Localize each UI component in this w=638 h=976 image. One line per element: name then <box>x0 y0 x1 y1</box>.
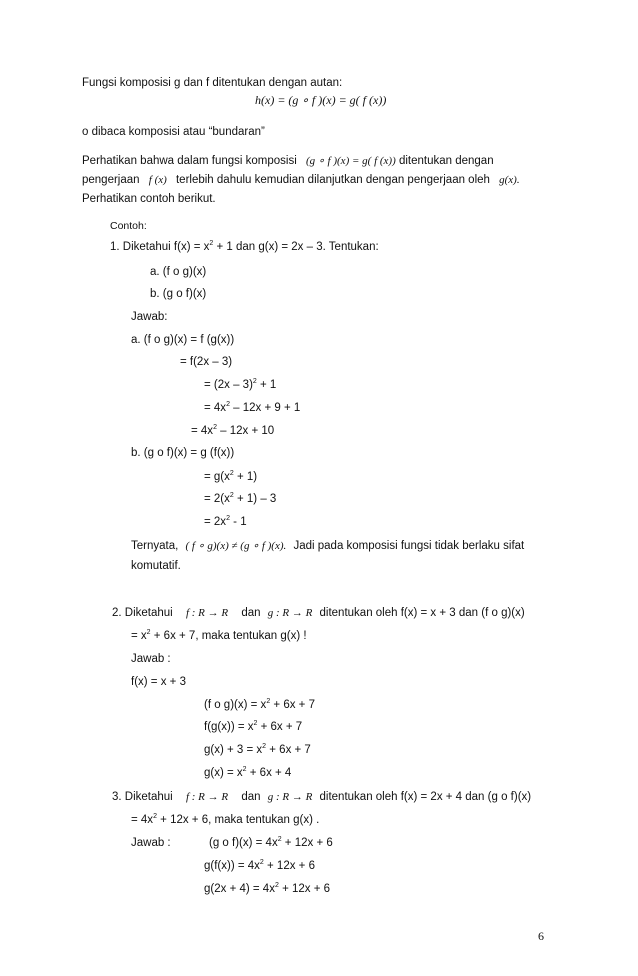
example-2-question-cont: = $x^2 + 6x + 7$, maka tentukan g(x) ! <box>131 629 307 642</box>
example-2-step: $g(x) = x^2 + 6x + 4$ <box>204 766 292 779</box>
paragraph-text: Perhatikan bahwa dalam fungsi komposisi <box>82 155 297 167</box>
formula-inline: g(x). <box>499 174 520 186</box>
example-1-conclusion: Ternyata, ( f ∘ g)(x) ≠ (g ∘ f )(x). Jadi pada komposisi fungsi tidak berlaku sifat <box>131 540 525 552</box>
example-1-question: 1. Diketahui $f(x) = x^2 + 1$ dan g(x) = 2x – 3. Tentukan: <box>110 240 379 253</box>
notation-note: o dibaca komposisi atau “bundaran” <box>82 126 265 138</box>
example-1-conclusion-end: komutatif. <box>131 560 181 572</box>
example-1-step: = (2x – 3)$^2$ + 1 <box>204 378 277 391</box>
example-2-fx: f(x) = x + 3 <box>131 676 186 688</box>
example-1-step: = $4x^2 - 12x + 9 + 1$ <box>204 401 301 414</box>
formula-inline: g : R → R <box>267 791 313 803</box>
formula-inline: (g ∘ f )(x) = g( f (x)) <box>306 155 396 167</box>
example-2-jawab: Jawab : <box>131 653 171 665</box>
example-3-question: 3. Diketahui f : R → R dan g : R → R ditentukan oleh f(x) = 2x + 4 dan (g o f)(x) <box>112 791 532 803</box>
formula-inline: f (x) <box>148 174 167 186</box>
formula-inline: f : R → R <box>185 791 229 803</box>
example-3-question-cont: = $4x^2 + 12x + 6$, maka tentukan g(x) . <box>131 813 320 826</box>
example-1-step: = $4x^2 - 12x + 10$ <box>191 424 275 437</box>
example-2-step: $g(x) + 3 = x^2 + 6x + 7$ <box>204 743 311 756</box>
example-2-question: 2. Diketahui f : R → R dan g : R → R ditentukan oleh f(x) = x + 3 dan (f o g)(x) <box>112 607 525 619</box>
example-1-step: = f(2x – 3) <box>180 356 233 368</box>
example-1-step: a. (f o g)(x) = f (g(x)) <box>131 334 235 346</box>
example-3-jawab: Jawab : <box>131 837 171 849</box>
example-2-step: (f o $g)(x) = x^2 + 6x + 7$ <box>204 698 315 711</box>
paragraph-line-2 <box>82 175 520 187</box>
page-number: 6 <box>538 929 544 943</box>
example-1-option-b: b. (g o f)(x) <box>150 288 207 300</box>
example-1-option-a: a. (f o g)(x) <box>150 266 207 278</box>
paragraph-text: terlebih dahulu kemudian dilanjutkan dengan pengerjaan oleh <box>175 174 490 186</box>
paragraph-line-3: Perhatikan contoh berikut. <box>82 193 216 205</box>
example-2-step: $f(g(x)) = x^2 + 6x + 7$ <box>204 720 303 733</box>
example-1-step: b. (g o f)(x) = g (f(x)) <box>131 447 235 459</box>
example-3-step: $g(2x + 4) = 4x^2 + 12x + 6$ <box>204 882 331 895</box>
paragraph-text: pengerjaan <box>82 174 140 186</box>
paragraph-line-1 <box>82 156 494 168</box>
paragraph-text: ditentukan dengan <box>398 155 494 167</box>
example-1-step: = $2(x^2 + 1) - 3$ <box>204 492 277 505</box>
example-3-step: (g o $f)(x) = 4x^2 + 12x + 6$ <box>209 836 333 849</box>
example-1-step: = $g(x^2 + 1)$ <box>204 470 258 483</box>
contoh-label: Contoh: <box>110 220 147 232</box>
example-3-step: $g(f(x)) = 4x^2 + 12x + 6$ <box>204 859 315 872</box>
example-1-jawab: Jawab: <box>131 311 168 323</box>
composition-formula: h(x) = (g ∘ f )(x) = g( f (x)) <box>255 93 387 107</box>
formula-inline: g : R → R <box>267 607 313 619</box>
formula-inline: f : R → R <box>185 607 229 619</box>
definition-text: Fungsi komposisi g dan f ditentukan dengan autan: <box>82 77 343 89</box>
example-1-step: = $2x^2 - 1$ <box>204 515 247 528</box>
formula-inline: ( f ∘ g)(x) ≠ (g ∘ f )(x). <box>185 540 287 552</box>
